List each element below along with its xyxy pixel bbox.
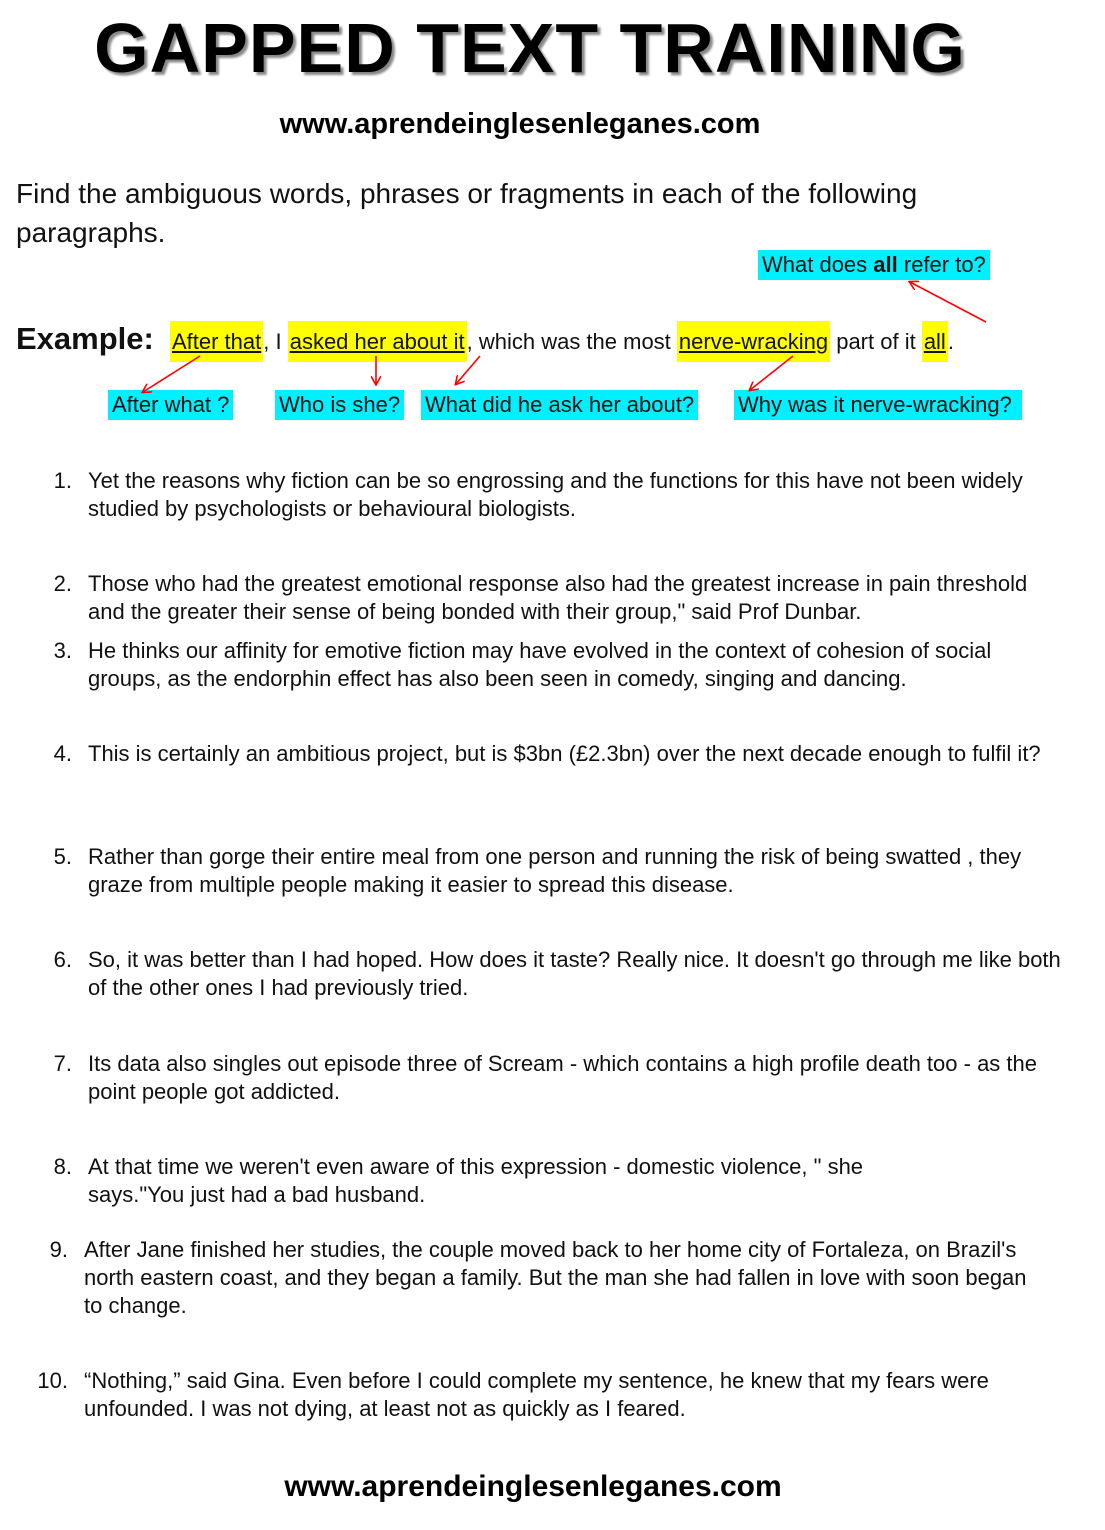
example-sentence — [16, 316, 954, 365]
example-text-2: , which was the most — [466, 329, 677, 354]
example-text-3: part of it — [830, 329, 922, 354]
website-url-top[interactable]: www.aprendeinglesenleganes.com — [279, 108, 761, 140]
page-title: GAPPED TEXT TRAINING — [94, 9, 966, 87]
example-label: Example: — [16, 321, 154, 356]
question-why-nerve: Why was it nerve-wracking? — [734, 390, 1022, 420]
example-text-4: . — [947, 329, 954, 354]
question-what-ask: What did he ask her about? — [421, 390, 698, 420]
website-url-bottom[interactable]: www.aprendeinglesenleganes.com — [284, 1470, 782, 1503]
question-all: What does all refer to? — [758, 250, 990, 280]
highlight-all: all — [922, 321, 948, 362]
instructions-text: Find the ambiguous words, phrases or fragments in each of the following paragraphs. — [16, 178, 918, 248]
highlight-after-that: After that — [170, 321, 263, 362]
highlight-nerve-wracking: nerve-wracking — [677, 321, 830, 362]
highlight-asked-her: asked her about it — [288, 321, 467, 362]
example-text-1: , I — [263, 329, 288, 354]
question-who-is-she: Who is she? — [275, 390, 404, 420]
question-after-what: After what ? — [108, 390, 233, 420]
